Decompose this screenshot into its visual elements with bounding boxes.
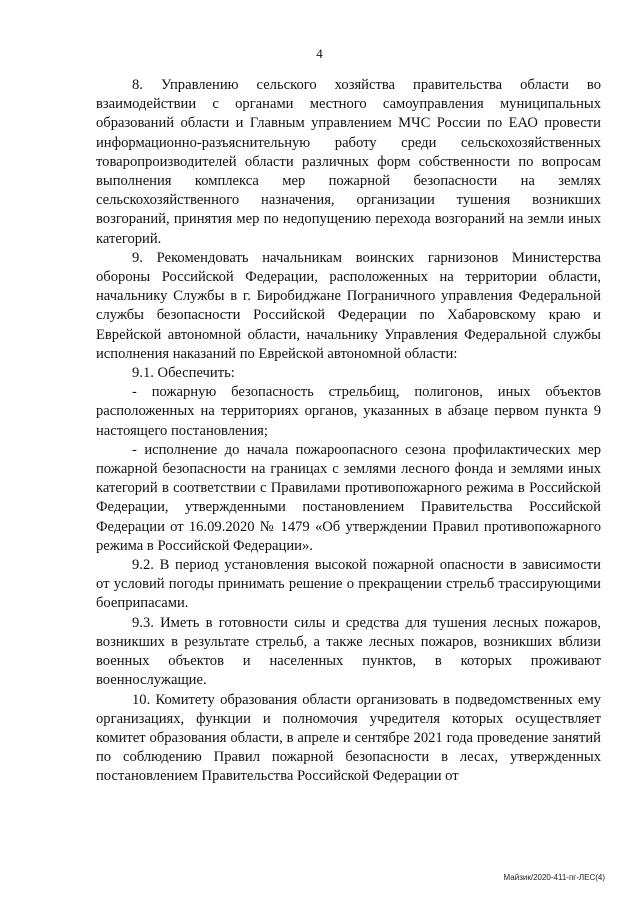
paragraph-10: 10. Комитету образования области организовать в подведомственных ему организациях, функции и полномочия учредителя которых осуществляет комитет образования области, в апреле и сентябре 2021 года проведение занятий по соблюдению Правил пожарной безопасности в лесах, утвержденных постановлением Правительства Российской Федерации от [96,691,601,785]
paragraph-8: 8. Управлению сельского хозяйства правительства области во взаимодействии с органами местного самоуправления муниципальных образований области и Главным управлением МЧС России по ЕАО провести информационно-разъяснительную работу среди сельскохозяйственных товаропроизводителей области различных форм собственности по вопросам выполнения комплекса мер пожарной безопасности на землях сельскохозяйственного назначения, организации тушения возникших возгораний, принятия мер по недопущению перехода возгораний на земли иных категорий. [96,77,601,247]
document-body [96,76,601,787]
paragraph-9-2: 9.2. В период установления высокой пожарной опасности в зависимости от условий погоды принимать решение о прекращении стрельб трассирующими боеприпасами. [96,557,601,612]
paragraph-9-1-item-2: - исполнение до начала пожароопасного сезона профилактических мер пожарной безопасности на границах с землями лесного фонда и землями иных категорий в соответствии с Правилами противопожарного режима в Российской Федерации, утвержденными постановлением Правительства Российской Федерации от 16.09.2020 № 1479 «Об утверждении Правил противопожарного режима в Российской Федерации». [96,441,601,554]
paragraph-9: 9. Рекомендовать начальникам воинских гарнизонов Министерства обороны Российской Федерации, расположенных на территории области, начальнику Службы в г. Биробиджане Пограничного управления Федеральной службы безопасности Российской Федерации по Хабаровскому краю и Еврейской автономной области, начальнику Управления Федеральной службы исполнения наказаний по Еврейской автономной области: [96,249,601,362]
paragraph-9-1-item-1: - пожарную безопасность стрельбищ, полигонов, иных объектов расположенных на территориях органов, указанных в абзаце первом пункта 9 настоящего постановления; [96,384,601,439]
paragraph-9-3: 9.3. Иметь в готовности силы и средства для тушения лесных пожаров, возникших в результате стрельб, а также лесных пожаров, возникших вблизи военных объектов и населенных пунктов, в которых проживают военнослужащие. [96,614,601,689]
paragraph-9-1: 9.1. Обеспечить: [132,365,235,382]
page-number: 4 [316,46,323,61]
document-footer-code: Майзик/2020-411-пг-ЛЕС(4) [503,872,605,882]
